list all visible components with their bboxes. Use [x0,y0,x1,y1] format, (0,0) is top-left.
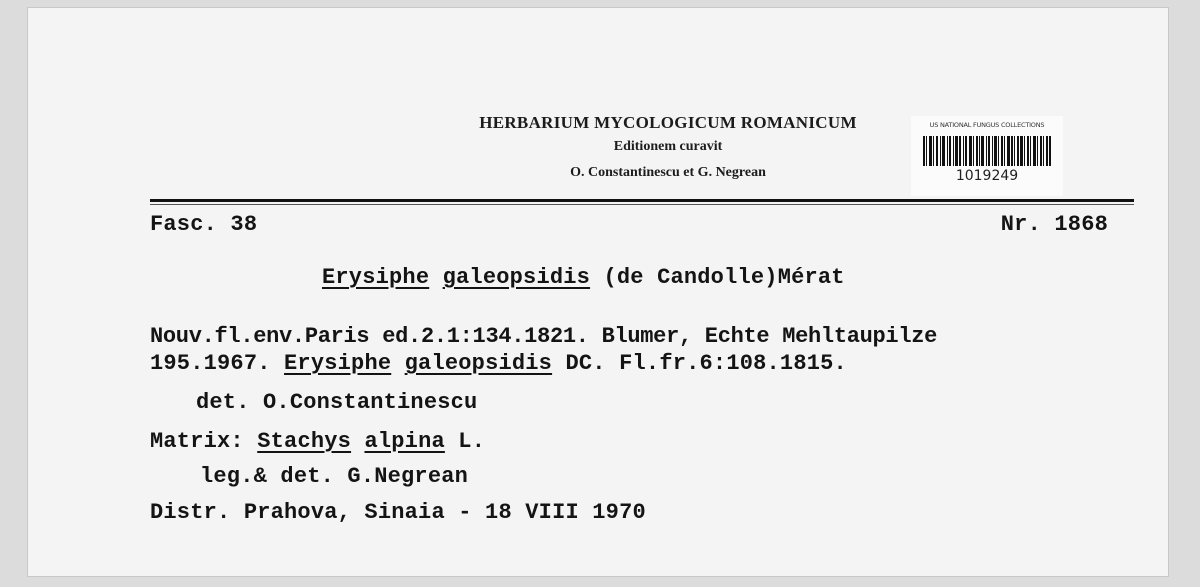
header-divider-thin [150,204,1134,205]
determiner: det. O.Constantinescu [196,390,478,415]
reference-genus: Erysiphe [284,351,392,376]
matrix-epithet: alpina [364,429,445,454]
collector: leg.& det. G.Negrean [200,464,469,489]
specimen-number: Nr. 1868 [1000,212,1108,237]
reference-epithet: galeopsidis [404,351,553,376]
barcode-number: 1019249 [955,168,1019,184]
matrix-genus: Stachys [257,429,352,454]
species-genus: Erysiphe [322,265,430,290]
fascicle-number: Fasc. 38 [150,212,258,237]
barcode-sticker [911,116,1063,196]
barcode-icon [923,136,1051,166]
species-epithet: galeopsidis [442,265,591,290]
herbarium-title: HERBARIUM MYCOLOGICUM ROMANICUM [479,113,857,132]
species-name [322,265,845,290]
barcode-caption: US NATIONAL FUNGUS COLLECTIONS [929,121,1045,129]
editor-subtitle: Editionem curavit [613,139,723,154]
reference-line-1: Nouv.fl.env.Paris ed.2.1:134.1821. Blumer, Echte Mehltaupilze [150,324,938,349]
matrix-authority: L. [458,429,486,454]
reference-line-2 [150,351,847,376]
locality-date: Distr. Prahova, Sinaia - 18 VIII 1970 [150,500,646,525]
editors-names: O. Constantinescu et G. Negrean [570,165,766,180]
matrix-host [150,429,485,454]
species-authority: (de Candolle)Mérat [603,265,845,290]
header-divider-thick [150,199,1134,202]
reference-line-2-prefix: 195.1967. [150,351,271,376]
matrix-label: Matrix: [150,429,244,454]
herbarium-label [28,8,1168,576]
reference-line-2-suffix: DC. Fl.fr.6:108.1815. [565,351,847,376]
